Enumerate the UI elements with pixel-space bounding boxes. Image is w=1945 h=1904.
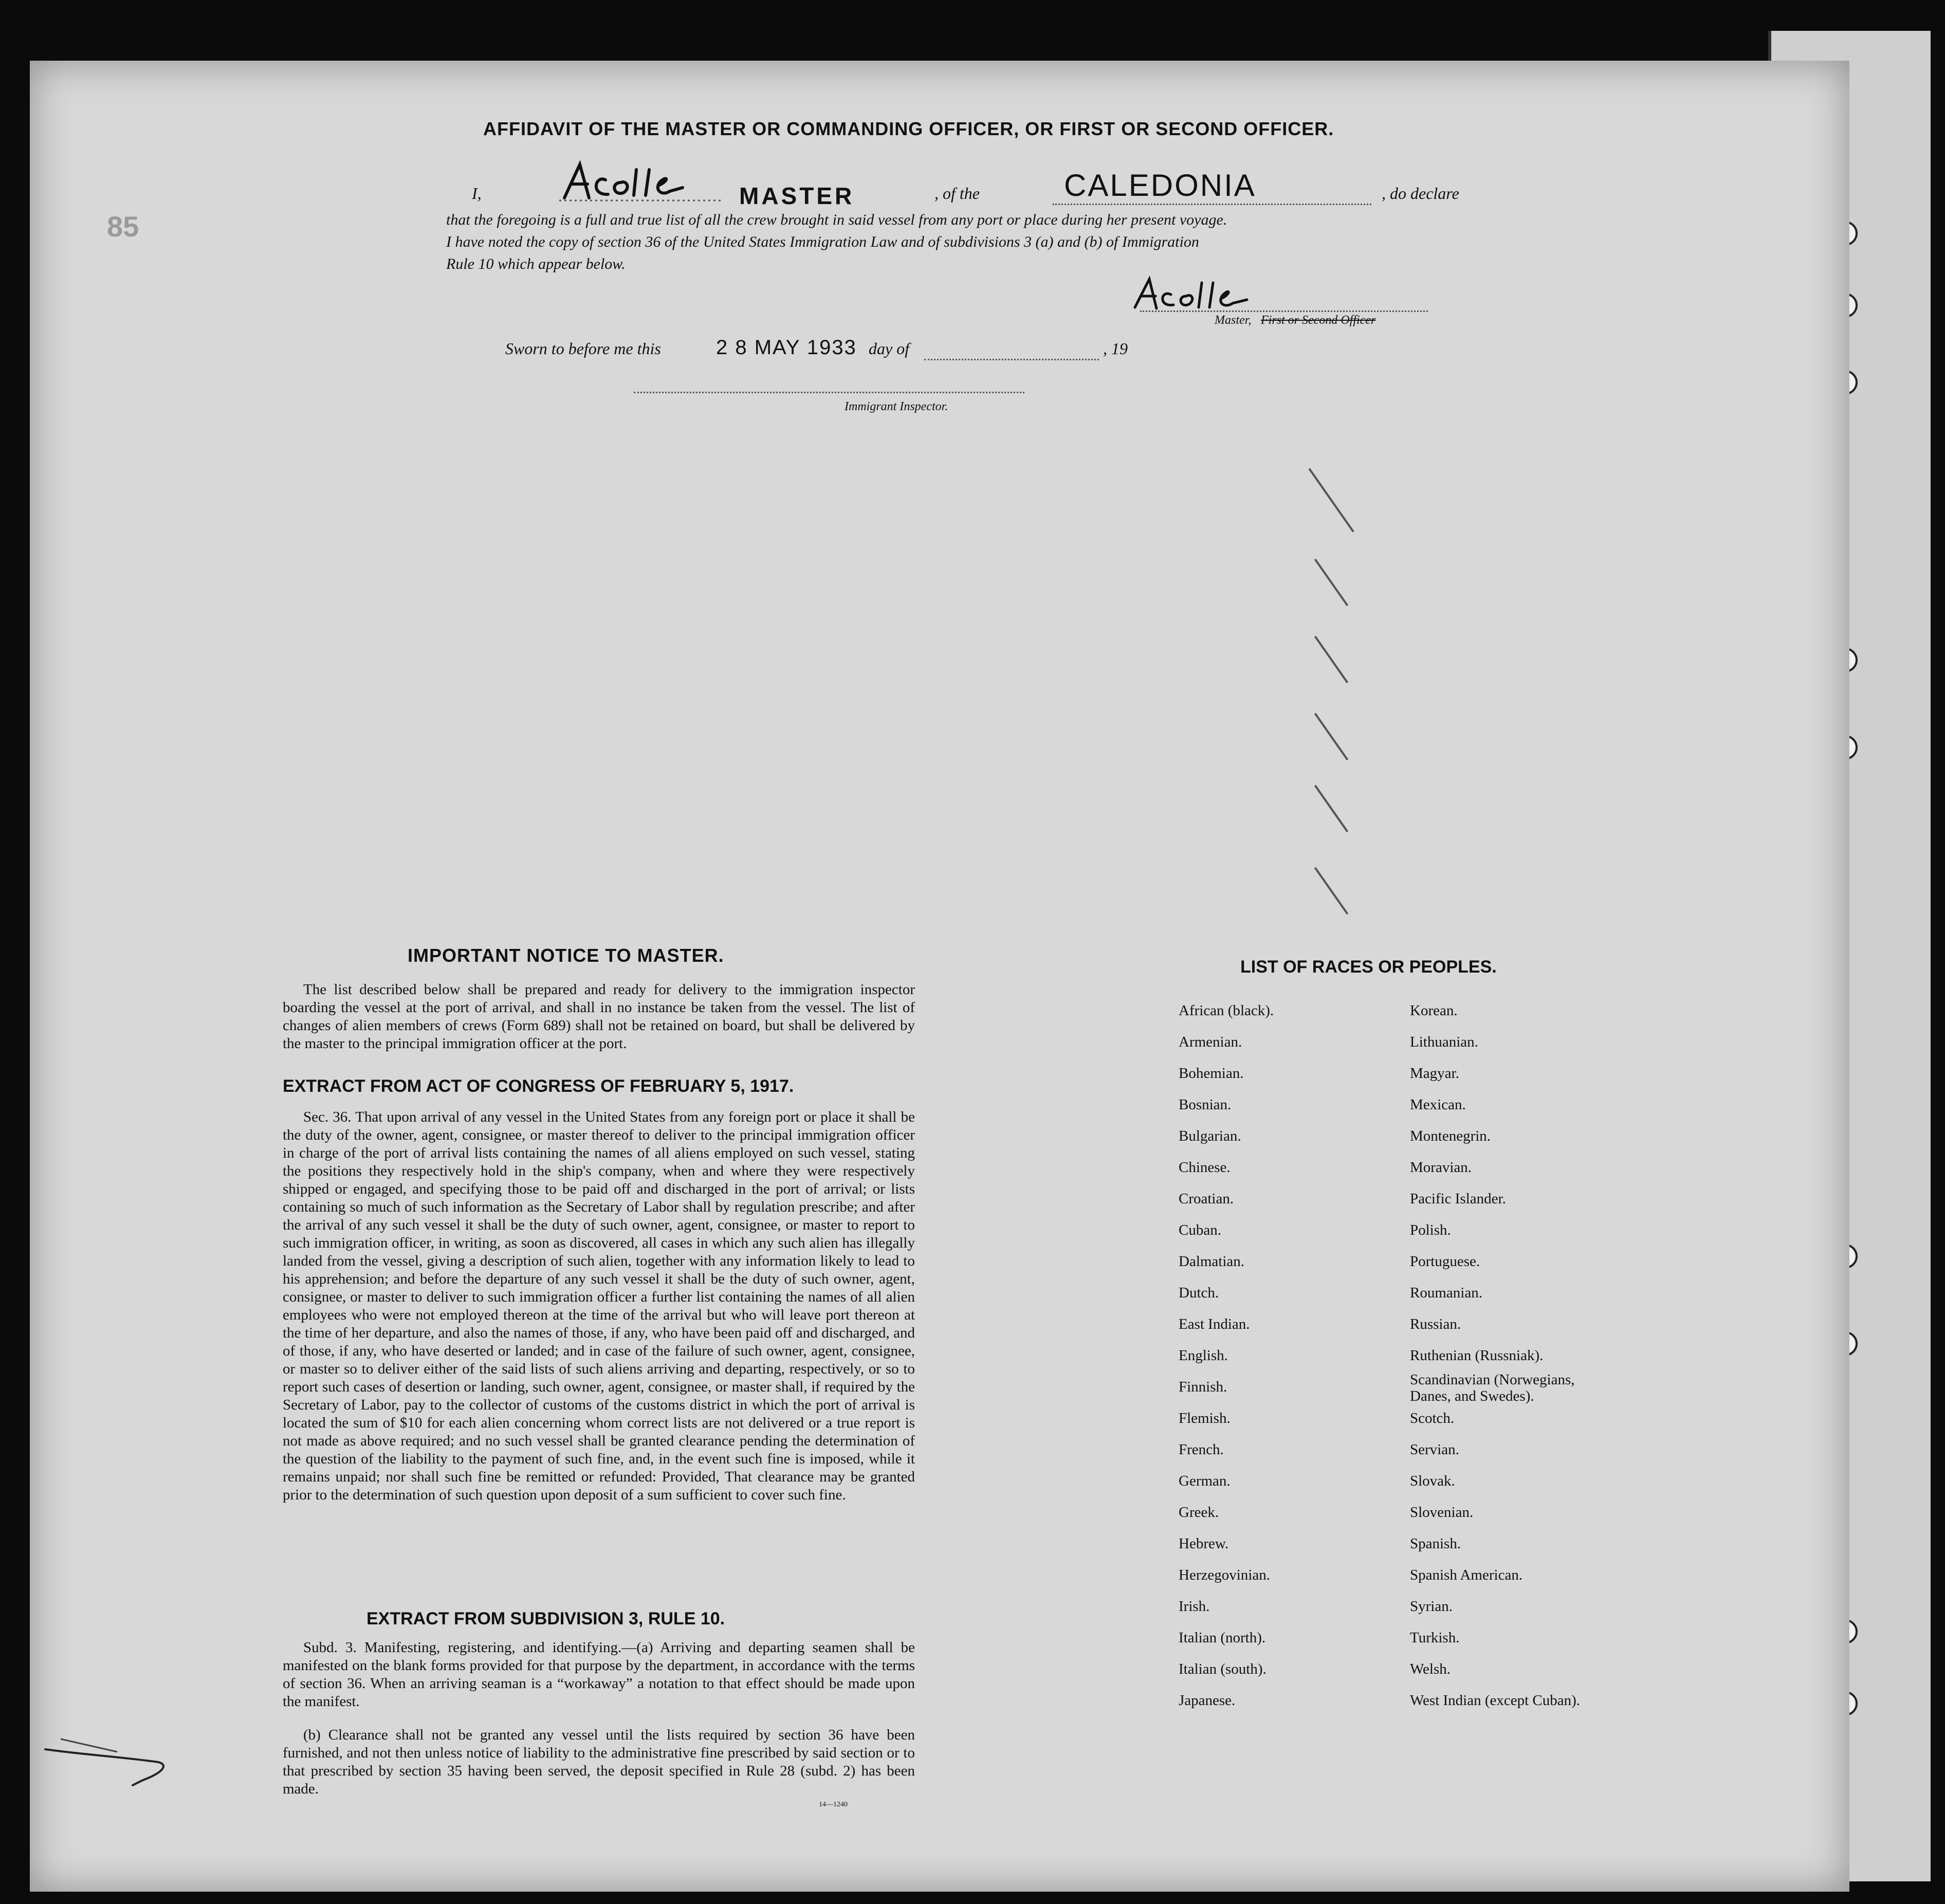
sworn-date-stamp: 2 8 MAY 1933 [716,336,857,359]
races-title: LIST OF RACES OR PEOPLES. [1240,957,1497,977]
race-entry: Finnish. [1179,1379,1227,1395]
race-entry: Portuguese. [1410,1253,1480,1270]
affidavit-line-2: that the foregoing is a full and true list of all the crew brought in said vessel from any port or place during her present voyage. [446,211,1227,228]
race-entry: Lithuanian. [1410,1034,1478,1050]
bleed-mark [1314,867,1348,914]
race-entry: English. [1179,1347,1228,1364]
race-entry: Bosnian. [1179,1096,1232,1113]
race-entry: East Indian. [1179,1316,1250,1332]
affidavit-line-4: Rule 10 which appear below. [446,255,626,272]
race-entry: German. [1179,1473,1231,1489]
bleed-mark [1314,713,1348,760]
bleed-mark [1308,468,1354,532]
race-entry: Servian. [1410,1441,1459,1458]
signature-dotted-line [1140,310,1428,312]
affidavit-rank: MASTER [739,182,855,209]
races-column-1 [1179,995,1274,1716]
race-entry: West Indian (except Cuban). [1410,1692,1581,1709]
bleed-mark [1314,785,1348,832]
act-body: Sec. 36. That upon arrival of any vessel in the United States from any foreign port or place it shall be the duty of the owner, agent, consignee, or master thereof to deliver to the principal immigration officer in charge of the port of arrival lists containing the names of all aliens employed on such vessel, stating the positions they respectively hold in the ship's company, when and where they were respectively shipped or engaged, and specifying those to be paid off and discharged in the port of arrival; or lists containing so much of such information as the Secretary of Labor shall by regulation prescribe; and after the arrival of any such vessel it shall be the duty of such owner, agent, consignee, or master to report to such immigration officer, in writing, as soon as discovered, all cases in which any such alien has illegally landed from the vessel, giving a description of such alien, together with any information likely to lead to his apprehension; and before the departure of any such vessel it shall be the duty of such owner, agent, consignee, or master to deliver to such immigration officer a further list containing the names of all alien employees who were not employed thereon at the time of the arrival but who will leave port thereon at the time of her departure, and also the names of those, if any, who have been paid off and discharged, and of those, if any, who have deserted or landed; and in case of the failure of such owner, agent, consignee, or master so to deliver either of the said lists of such aliens arriving and departing, respectively, or so to report such cases of desertion or landing, such owner, agent, consignee, or master shall, if required by the Secretary of Labor, pay to the collector of customs of the customs district in which the port of arrival is located the sum of $10 for each alien concerning whom correct lists are not delivered or a true report is not made as above required; and no such vessel shall be granted clearance pending the determination of the question of the liability to the payment of such fine, and, in the event such fine is imposed, while it remains unpaid; nor shall such fine be remitted or refunded: Provided, That clearance may be granted prior to the determination of such question upon deposit of a sum sufficient to cover such fine. [283,1109,915,1503]
affidavit-title: AFFIDAVIT OF THE MASTER OR COMMANDING OFFICER, OR FIRST OR SECOND OFFICER. [483,118,1334,139]
race-entry: Mexican. [1410,1096,1466,1113]
sworn-year: , 19 [1103,339,1128,358]
sworn-day-of: day of [869,339,910,358]
race-entry: Pacific Islander. [1410,1191,1506,1207]
race-entry: Scotch. [1410,1410,1455,1426]
race-entry: Italian (south). [1179,1661,1267,1677]
race-entry: Bulgarian. [1179,1128,1241,1144]
vessel-dotted-line [1053,204,1371,205]
race-entry: Herzegovinian. [1179,1567,1270,1583]
race-entry: Turkish. [1410,1630,1460,1646]
inspector-dotted-line [634,392,1024,393]
race-entry: African (black). [1179,1002,1274,1019]
race-entry: Hebrew. [1179,1535,1229,1552]
race-entry: Roumanian. [1410,1285,1482,1301]
day-dotted-line [924,359,1099,360]
rule-para-a: Subd. 3. Manifesting, registering, and identifying.—(a) Arriving and departing seamen shall be manifested on the blank forms provided for that purpose by the department, in accordance with the terms of section 36. When an arriving seaman is a “workaway” a notation to that effect should be made upon the manifest. [283,1639,915,1710]
affidavit-line-3: I have noted the copy of section 36 of the United States Immigration Law and of subdivisions 3 (a) and (b) of Immigration [446,233,1199,250]
signature-caption-master: Master, [1215,314,1252,327]
race-entry: Ruthenian (Russniak). [1410,1347,1544,1364]
race-entry: Syrian. [1410,1598,1453,1615]
race-entry: Japanese. [1179,1692,1236,1709]
race-entry: Russian. [1410,1316,1461,1332]
rule-para-b: (b) Clearance shall not be granted any vessel until the lists required by section 36 have been furnished, and not then unless notice of liability to the administrative fine prescribed by said section or to that prescribed by section 35 having been served, the deposit specified in Rule 28 (subd. 2) has been made. [283,1727,915,1797]
notice-title: IMPORTANT NOTICE TO MASTER. [408,945,724,966]
pen-mark [40,1734,205,1793]
master-signature-2 [1130,271,1305,320]
affidavit-do-declare: , do declare [1382,184,1459,203]
race-entry: Welsh. [1410,1661,1451,1677]
race-entry: Dalmatian. [1179,1253,1245,1270]
race-entry: Chinese. [1179,1159,1231,1176]
race-entry: Spanish American. [1410,1567,1523,1583]
race-entry: Croatian. [1179,1191,1234,1207]
affidavit-vessel: CALEDONIA [1064,168,1256,203]
rule-title: EXTRACT FROM SUBDIVISION 3, RULE 10. [366,1609,725,1628]
race-entry: Greek. [1179,1504,1219,1521]
race-entry: Spanish. [1410,1535,1461,1552]
race-entry: Flemish. [1179,1410,1231,1426]
sworn-label: Sworn to before me this [505,339,661,358]
race-entry: Scandinavian (Norwegians, Danes, and Swedes). [1410,1371,1575,1404]
race-entry: Armenian. [1179,1034,1242,1050]
race-entry: Slovenian. [1410,1504,1474,1521]
bleed-through-heading [297,135,1767,174]
affidavit-i-label: I, [472,184,482,203]
race-entry: Korean. [1410,1002,1458,1019]
race-entry: Slovak. [1410,1473,1455,1489]
bleed-mark [1314,559,1348,606]
races-column-2 [1410,995,1610,1716]
race-entry: Polish. [1410,1222,1451,1238]
race-entry: Magyar. [1410,1065,1459,1082]
race-entry: Bohemian. [1179,1065,1244,1082]
form-number: 14—1240 [819,1801,848,1808]
race-entry: Moravian. [1410,1159,1472,1176]
act-title: EXTRACT FROM ACT OF CONGRESS OF FEBRUARY 5, 1917. [283,1076,794,1096]
signature-caption-struck: First or Second Officer [1261,314,1376,327]
race-entry: French. [1179,1441,1224,1458]
affidavit-of-the: , of the [934,184,980,203]
master-signature-1 [559,159,744,208]
race-entry: Italian (north). [1179,1630,1266,1646]
margin-number: 85 [107,210,139,243]
race-entry: Cuban. [1179,1222,1221,1238]
race-entry: Montenegrin. [1410,1128,1491,1144]
bleed-mark [1314,636,1348,683]
notice-body: The list described below shall be prepared and ready for delivery to the immigration inspector boarding the vessel at the port of arrival, and shall in no instance be taken from the vessel. The list of changes of alien members of crews (Form 689) shall not be retained on board, but shall be delivered by the master to the principal immigration officer at the port. [283,981,915,1052]
race-entry: Irish. [1179,1598,1210,1615]
manifest-page [30,61,1849,1892]
race-entry: Dutch. [1179,1285,1219,1301]
inspector-caption: Immigrant Inspector. [845,400,948,413]
